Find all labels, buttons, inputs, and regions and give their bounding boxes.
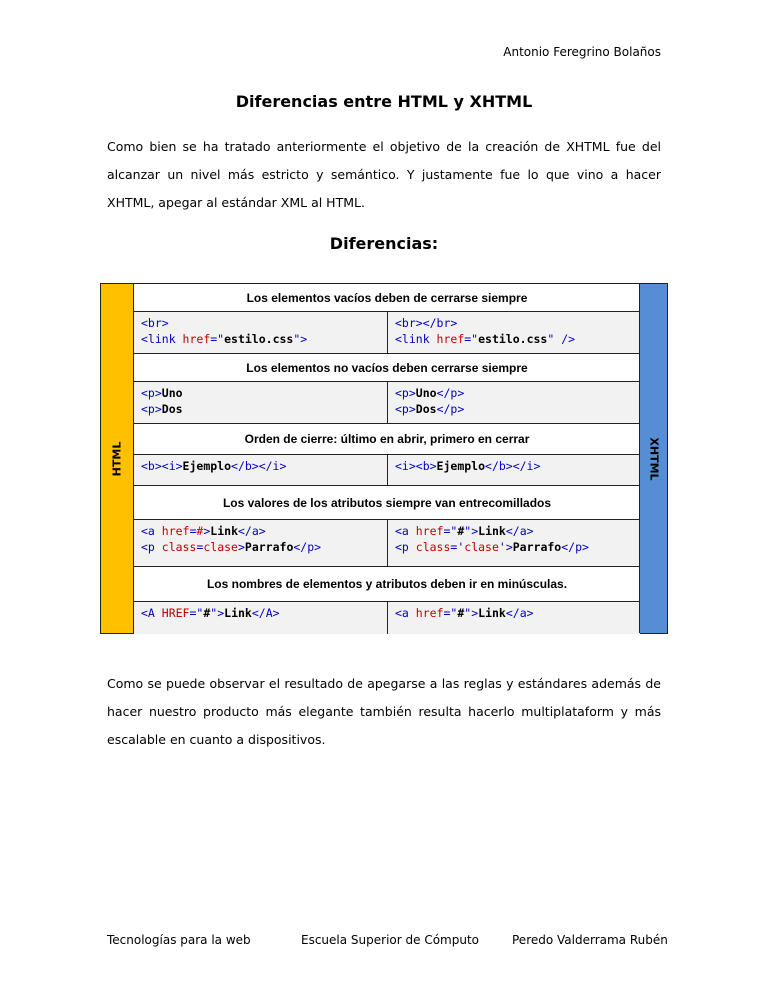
- rule-header: Los elementos no vacíos deben cerrarse siempre: [134, 354, 640, 382]
- code-token: href: [415, 524, 444, 538]
- code-token: <p>: [141, 386, 162, 400]
- rule-examples: [134, 455, 640, 486]
- code-token: <link: [395, 332, 437, 346]
- code-token: <p: [141, 540, 162, 554]
- code-token: ">: [293, 332, 308, 346]
- code-token: </p>: [436, 402, 465, 416]
- code-line: [141, 385, 380, 401]
- code-token: <p: [395, 540, 416, 554]
- code-token: >: [237, 540, 245, 554]
- rule-header: Los elementos vacíos deben de cerrarse siempre: [134, 284, 640, 312]
- code-token: Link: [478, 524, 506, 538]
- code-token: #: [203, 606, 211, 620]
- code-token: " />: [547, 332, 576, 346]
- code-token: <A: [141, 606, 162, 620]
- code-token: =": [464, 332, 479, 346]
- code-token: </b></i>: [485, 459, 541, 473]
- code-token: clase: [464, 540, 499, 554]
- code-token: class: [415, 540, 451, 554]
- code-token: <i><b>: [395, 459, 437, 473]
- code-token: >: [203, 524, 211, 538]
- code-token: =: [189, 524, 197, 538]
- html-example: [134, 455, 387, 485]
- code-token: ">: [210, 606, 225, 620]
- xhtml-example: [387, 455, 640, 485]
- code-token: Link: [224, 606, 252, 620]
- code-line: [395, 385, 633, 401]
- code-line: [141, 605, 380, 621]
- code-token: <link: [141, 332, 183, 346]
- code-token: Parrafo: [244, 540, 294, 554]
- code-token: Link: [478, 606, 506, 620]
- author-name: Antonio Feregrino Bolaños: [503, 45, 661, 59]
- code-line: [395, 331, 633, 347]
- html-band: [101, 284, 134, 633]
- code-token: <a: [395, 524, 416, 538]
- code-token: href: [161, 524, 190, 538]
- code-token: </a>: [505, 606, 534, 620]
- code-token: <b><i>: [141, 459, 183, 473]
- code-line: [395, 523, 633, 539]
- section-title: Diferencias:: [329, 234, 439, 253]
- rule-header: Los valores de los atributos siempre van entrecomillados: [134, 486, 640, 520]
- xhtml-example: [387, 602, 640, 634]
- code-token: Uno: [415, 386, 437, 400]
- code-token: class: [161, 540, 197, 554]
- code-token: href: [415, 606, 444, 620]
- xhtml-band-label: XHTML: [647, 436, 660, 481]
- code-token: estilo.css: [224, 332, 294, 346]
- code-token: Dos: [415, 402, 437, 416]
- code-token: <br></br>: [395, 316, 458, 330]
- code-line: [141, 401, 380, 417]
- xhtml-example: [387, 382, 640, 423]
- code-token: =": [210, 332, 225, 346]
- xhtml-band: [639, 284, 667, 633]
- code-token: <p>: [395, 402, 416, 416]
- code-token: Uno: [161, 386, 183, 400]
- code-token: Parrafo: [512, 540, 562, 554]
- xhtml-example: [387, 520, 640, 566]
- rule-header: Orden de cierre: último en abrir, primero en cerrar: [134, 424, 640, 455]
- html-example: [134, 312, 387, 353]
- code-token: <a: [395, 606, 416, 620]
- code-line: [395, 605, 633, 621]
- code-token: </a>: [238, 524, 266, 538]
- code-line: [141, 315, 380, 331]
- rule-examples: [134, 602, 640, 634]
- code-token: <br>: [141, 316, 169, 330]
- code-token: HREF: [161, 606, 190, 620]
- code-token: Link: [210, 524, 238, 538]
- code-token: </A>: [251, 606, 280, 620]
- html-example: [134, 520, 387, 566]
- code-token: <p>: [395, 386, 416, 400]
- code-token: =: [196, 540, 204, 554]
- code-token: estilo.css: [478, 332, 548, 346]
- code-token: </a>: [505, 524, 534, 538]
- differences-grid: [134, 284, 640, 634]
- code-token: </b></i>: [231, 459, 287, 473]
- code-line: [141, 539, 380, 555]
- code-line: [395, 458, 633, 474]
- footer-author: Peredo Valderrama Rubén: [512, 933, 668, 947]
- html-example: [134, 382, 387, 423]
- footer-school: Escuela Superior de Cómputo: [301, 933, 479, 947]
- code-token: Dos: [161, 402, 183, 416]
- code-token: #: [196, 524, 204, 538]
- code-token: </p>: [293, 540, 322, 554]
- html-band-label: HTML: [110, 441, 124, 476]
- code-token: clase: [203, 540, 238, 554]
- code-token: =": [443, 606, 458, 620]
- code-line: [395, 401, 633, 417]
- intro-paragraph: Como bien se ha tratado anteriormente el objetivo de la creación de XHTML fue del alcanzar un nivel más estricto y semántico. Y justamente fue lo que vino a hacer XHTML, apegar al estándar XML al HTML.: [107, 139, 661, 210]
- code-token: ">: [464, 606, 479, 620]
- code-line: [141, 331, 380, 347]
- code-line: [395, 315, 633, 331]
- page-title: Diferencias entre HTML y XHTML: [235, 92, 533, 111]
- code-token: href: [436, 332, 465, 346]
- rule-examples: [134, 312, 640, 354]
- code-line: [141, 523, 380, 539]
- differences-table: [100, 283, 668, 634]
- code-token: href: [182, 332, 211, 346]
- code-token: =": [443, 524, 458, 538]
- code-token: Ejemplo: [436, 459, 486, 473]
- code-token: <a: [141, 524, 162, 538]
- code-token: Ejemplo: [182, 459, 232, 473]
- code-token: =': [450, 540, 465, 554]
- rule-header: Los nombres de elementos y atributos deben ir en minúsculas.: [134, 567, 640, 602]
- xhtml-example: [387, 312, 640, 353]
- code-token: '>: [498, 540, 513, 554]
- code-token: =": [189, 606, 204, 620]
- html-example: [134, 602, 387, 634]
- footer-course: Tecnologías para la web: [107, 933, 251, 947]
- code-line: [141, 458, 380, 474]
- code-line: [395, 539, 633, 555]
- code-token: #: [457, 606, 465, 620]
- code-token: </p>: [436, 386, 465, 400]
- rule-examples: [134, 520, 640, 567]
- code-token: ">: [464, 524, 479, 538]
- code-token: </p>: [561, 540, 589, 554]
- code-token: #: [457, 524, 465, 538]
- conclusion-paragraph: Como se puede observar el resultado de apegarse a las reglas y estándares además de hacer nuestro producto más elegante también resulta hacerlo multiplataform y más escalable en cuanto a dispositivos.: [107, 676, 661, 747]
- code-token: <p>: [141, 402, 162, 416]
- rule-examples: [134, 382, 640, 424]
